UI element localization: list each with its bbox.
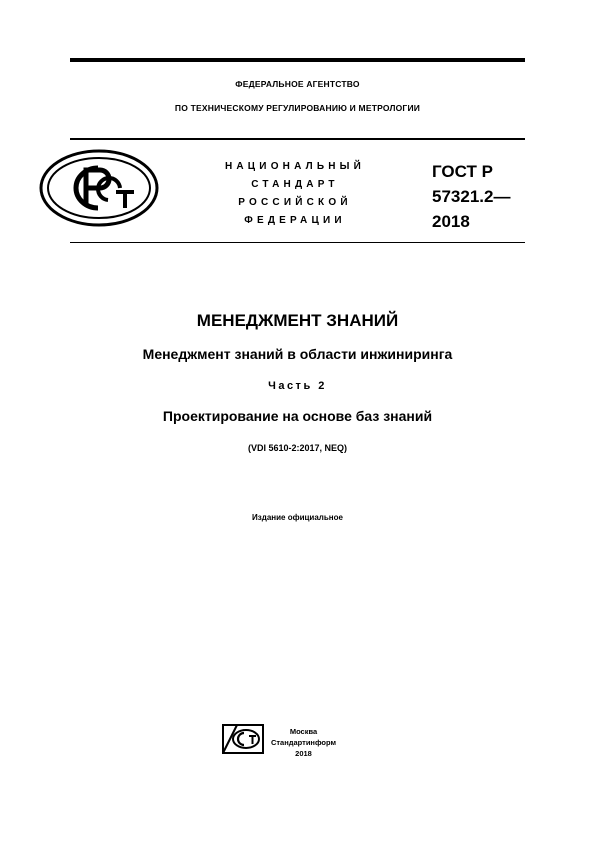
publisher-city: Москва (289, 727, 318, 736)
document-title: МЕНЕДЖМЕНТ ЗНАНИЙ (196, 311, 399, 330)
standard-label-line-3: РОССИЙСКОЙ (238, 197, 352, 208)
middle-rule (70, 138, 525, 140)
publisher-logo-icon (222, 724, 264, 754)
agency-line-2: ПО ТЕХНИЧЕСКОМУ РЕГУЛИРОВАНИЮ И МЕТРОЛОГИИ (174, 103, 421, 113)
publisher-name: Стандартинформ (270, 738, 337, 747)
standard-label-line-2: СТАНДАРТ (251, 179, 339, 190)
publisher-year: 2018 (295, 749, 312, 758)
gost-designation-line-1: ГОСТ Р (432, 162, 493, 181)
part-title: Проектирование на основе баз знаний (162, 408, 433, 424)
top-rule (70, 58, 525, 62)
gost-designation-line-3: 2018 (432, 212, 470, 231)
rst-emblem-icon (38, 148, 160, 228)
part-number: Часть 2 (268, 380, 327, 392)
reference-standard: (VDI 5610-2:2017, NEQ) (247, 443, 348, 453)
agency-line-1: ФЕДЕРАЛЬНОЕ АГЕНТСТВО (235, 79, 360, 89)
gost-designation-line-2: 57321.2— (432, 187, 511, 206)
standard-label-line-4: ФЕДЕРАЦИИ (244, 215, 346, 226)
edition-note: Издание официальное (252, 513, 343, 522)
document-subtitle: Менеджмент знаний в области инжиниринга (142, 346, 453, 362)
header-bottom-rule (70, 242, 525, 243)
standard-label-line-1: НАЦИОНАЛЬНЫЙ (224, 161, 366, 172)
